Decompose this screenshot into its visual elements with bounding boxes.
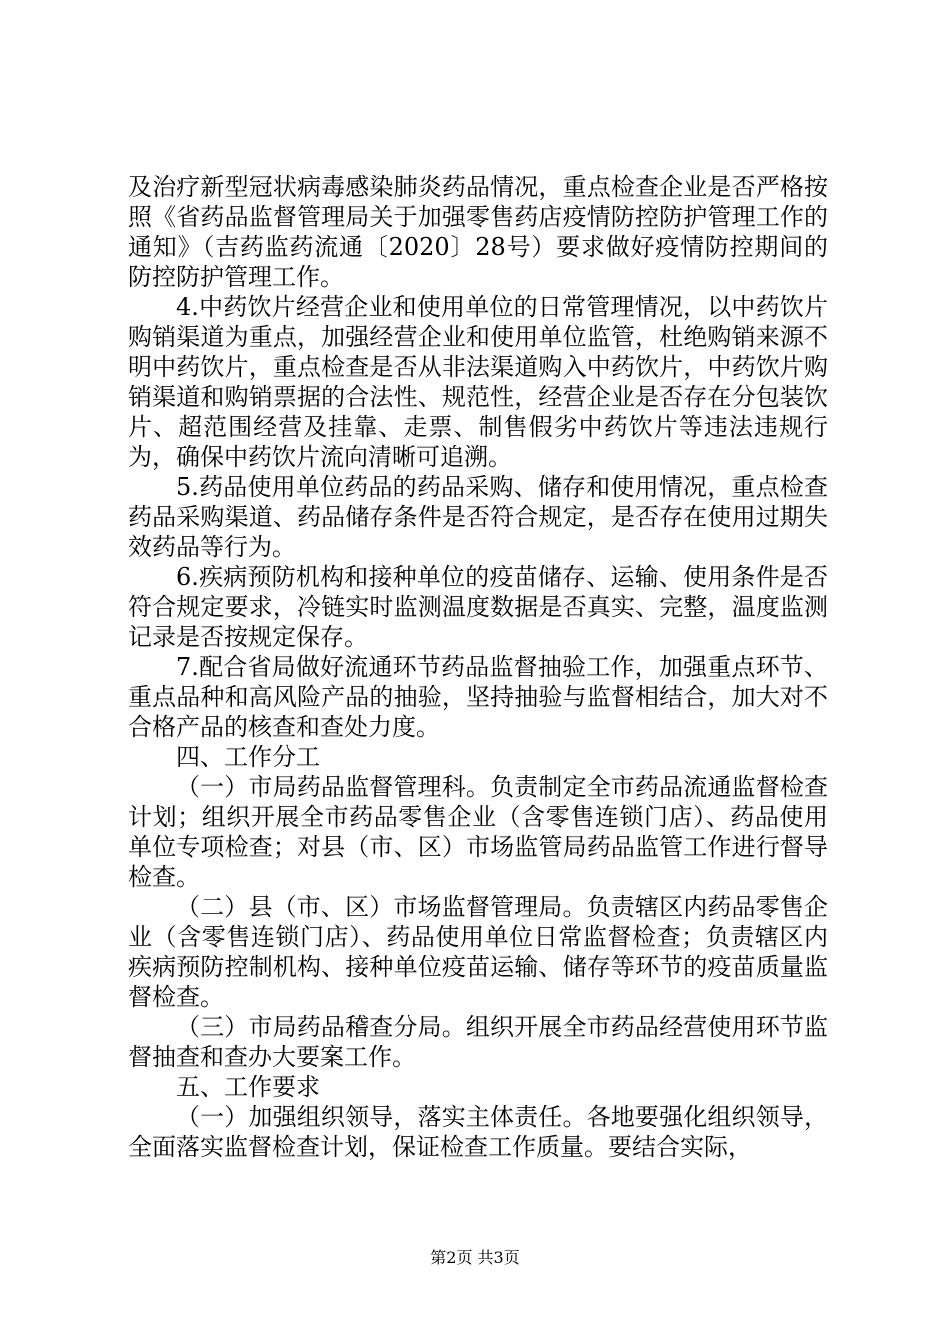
paragraph-division-2: （二）县（市、区）市场监督管理局。负责辖区内药品零售企业（含零售连锁门店）、药品使用单位日常监督检查；负责辖区内疾病预防控制机构、接种单位疫苗运输、储存等环节的疫苗质量监督检查。 — [128, 893, 828, 1011]
paragraph-item-4: 4.中药饮片经营企业和使用单位的日常管理情况，以中药饮片购销渠道为重点，加强经营企业和使用单位监管，杜绝购销来源不明中药饮片，重点检查是否从非法渠道购入中药饮片，中药饮片购销渠道和购销票据的合法性、规范性，经营企业是否存在分包装饮片、超范围经营及挂靠、走票、制售假劣中药饮片等违法违规行为，确保中药饮片流向清晰可追溯。 — [128, 293, 828, 471]
paragraph-continuation: 及治疗新型冠状病毒感染肺炎药品情况，重点检查企业是否严格按照《省药品监督管理局关于加强零售药店疫情防控防护管理工作的通知》（吉药监药流通〔2020〕28号）要求做好疫情防控期间的防控防护管理工作。 — [128, 173, 828, 291]
section-heading-division-of-work: 四、工作分工 — [176, 743, 320, 771]
paragraph-item-7: 7.配合省局做好流通环节药品监督抽验工作，加强重点环节、重点品种和高风险产品的抽验，坚持抽验与监督相结合，加大对不合格产品的核查和查处力度。 — [128, 653, 828, 741]
document-body — [128, 172, 828, 1162]
paragraph-division-1: （一）市局药品监督管理科。负责制定全市药品流通监督检查计划；组织开展全市药品零售企业（含零售连锁门店）、药品使用单位专项检查；对县（市、区）市场监管局药品监管工作进行督导检查。 — [128, 773, 828, 891]
paragraph-division-3: （三）市局药品稽查分局。组织开展全市药品经营使用环节监督抽查和查办大要案工作。 — [128, 1013, 828, 1071]
section-heading-work-requirements: 五、工作要求 — [176, 1073, 320, 1101]
page-number-footer: 第2页 共3页 — [430, 1248, 520, 1267]
paragraph-requirement-1: （一）加强组织领导，落实主体责任。各地要强化组织领导，全面落实监督检查计划，保证检查工作质量。要结合实际， — [128, 1103, 828, 1161]
paragraph-item-5: 5.药品使用单位药品的药品采购、储存和使用情况，重点检查药品采购渠道、药品储存条件是否符合规定，是否存在使用过期失效药品等行为。 — [128, 473, 828, 561]
paragraph-item-6: 6.疾病预防机构和接种单位的疫苗储存、运输、使用条件是否符合规定要求，冷链实时监测温度数据是否真实、完整，温度监测记录是否按规定保存。 — [128, 563, 828, 651]
